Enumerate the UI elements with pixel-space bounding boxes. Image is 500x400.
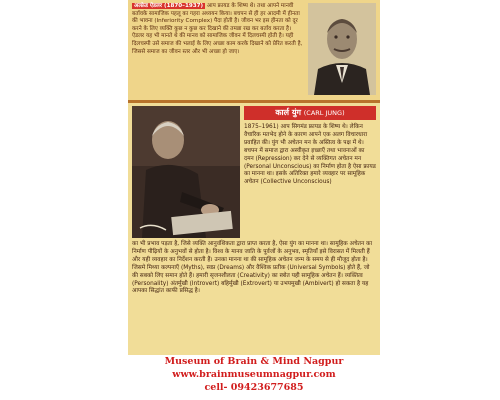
museum-website: www.brainmuseumnagpur.com (172, 369, 336, 380)
adler-panel (128, 0, 380, 100)
museum-name: Museum of Brain & Mind Nagpur (164, 356, 344, 367)
adler-text-block (132, 3, 304, 56)
jung-side-text: 1875–1961) आप सिगमंड फ्रायड के शिष्य थे। लेकिन वैचारिक मतभेद होने के कारण आपने एक अलग विचारधारा प्रवाहित की। युंग भी अचेतन मन के अस्तित्व के पक्ष में थे। बचपन में समाज द्वारा अस्वीकृत इच्छाएँ तथा भावनाओं का दमन (Repression) कर देने से व्यक्तिगत अचेतन मन (Personal Unconscious) का निर्माण होता है ऐसा फ्रायड का मानना था। इसके अतिरिक्त हमारे व्यवहार पर सामूहिक अचेतन (Collective Unconscious) (244, 124, 376, 186)
jung-title-english: (CARL JUNG) (303, 109, 345, 117)
adler-description: आप फ्रायड के शिष्य थे। तथा आपने मानवी बर्तावके सामाजिक पहलू का गहरा अध्ययन किया। बचपन से ही हर आदमी में हीनता की भावना (Inferiority Complex) पैदा होती है। जीवन भर इस हीनता को दूर करने के लिए व्यक्ति कुछ न कुछ कर दिखाने की तमन्ना रख कर बर्ताव करता है। ऐडलर यह भी मानते थे की मानव को सामाजिक जीवन में दिलचस्पी होती है। यही दिलचस्पी उसे समाज की भलाई के लिए अच्छा काम करके दिखाने को प्रेरित करती है, जिससे समाज का जीवन स्तर और भी अच्छा हो जाए। (132, 3, 303, 55)
adler-name-label: अल्फ्रेड ऐडलर (1870–1937) (134, 3, 204, 9)
jung-title (244, 106, 376, 120)
museum-poster (128, 0, 380, 400)
adler-portrait (308, 3, 376, 95)
museum-footer (128, 355, 380, 400)
museum-phone: cell- 09423677685 (204, 382, 304, 393)
jung-title-hindi: कार्ल युंग (275, 108, 301, 117)
jung-photo (132, 106, 240, 238)
jung-bottom-text: का भी प्रभाव पड़ता है, जिसे व्यक्ति आनुवंशिकता द्वारा प्राप्त करता है, ऐसा युंग का मानना था। सामूहिक अचेतन का निर्माण पीढ़ियों के अनुभवों से होता है। विश्व के मानव जाति के पूर्वजों के अनुभव, स्मृतियाँ इसे विरासत में मिलती हैं और यही व्यवहार का निर्देशन करती हैं। उनका मानना था की सामूहिक अचेतन जन्म के समय से ही मौजूद होता है। जिसमे मिथ्या कल्पनाएँ (Myths), स्वप्न (Dreams) और वैश्विक प्रतीक (Universal Symbols) होते हैं, जो की सबको लिए समान होते हैं। हमारी सृजनशीलता (Creativity) का स्त्रोत यही सामूहिक अचेतन हैं। व्यक्तित्व (Personality) अंतर्मुखी (Introvert) बहिर्मुखी (Extrovert) या उभयमुखी (Ambivert) हो सकता है यह आपका सिद्धांत काफी प्रसिद्ध है। (132, 241, 372, 295)
section-divider (128, 100, 380, 103)
